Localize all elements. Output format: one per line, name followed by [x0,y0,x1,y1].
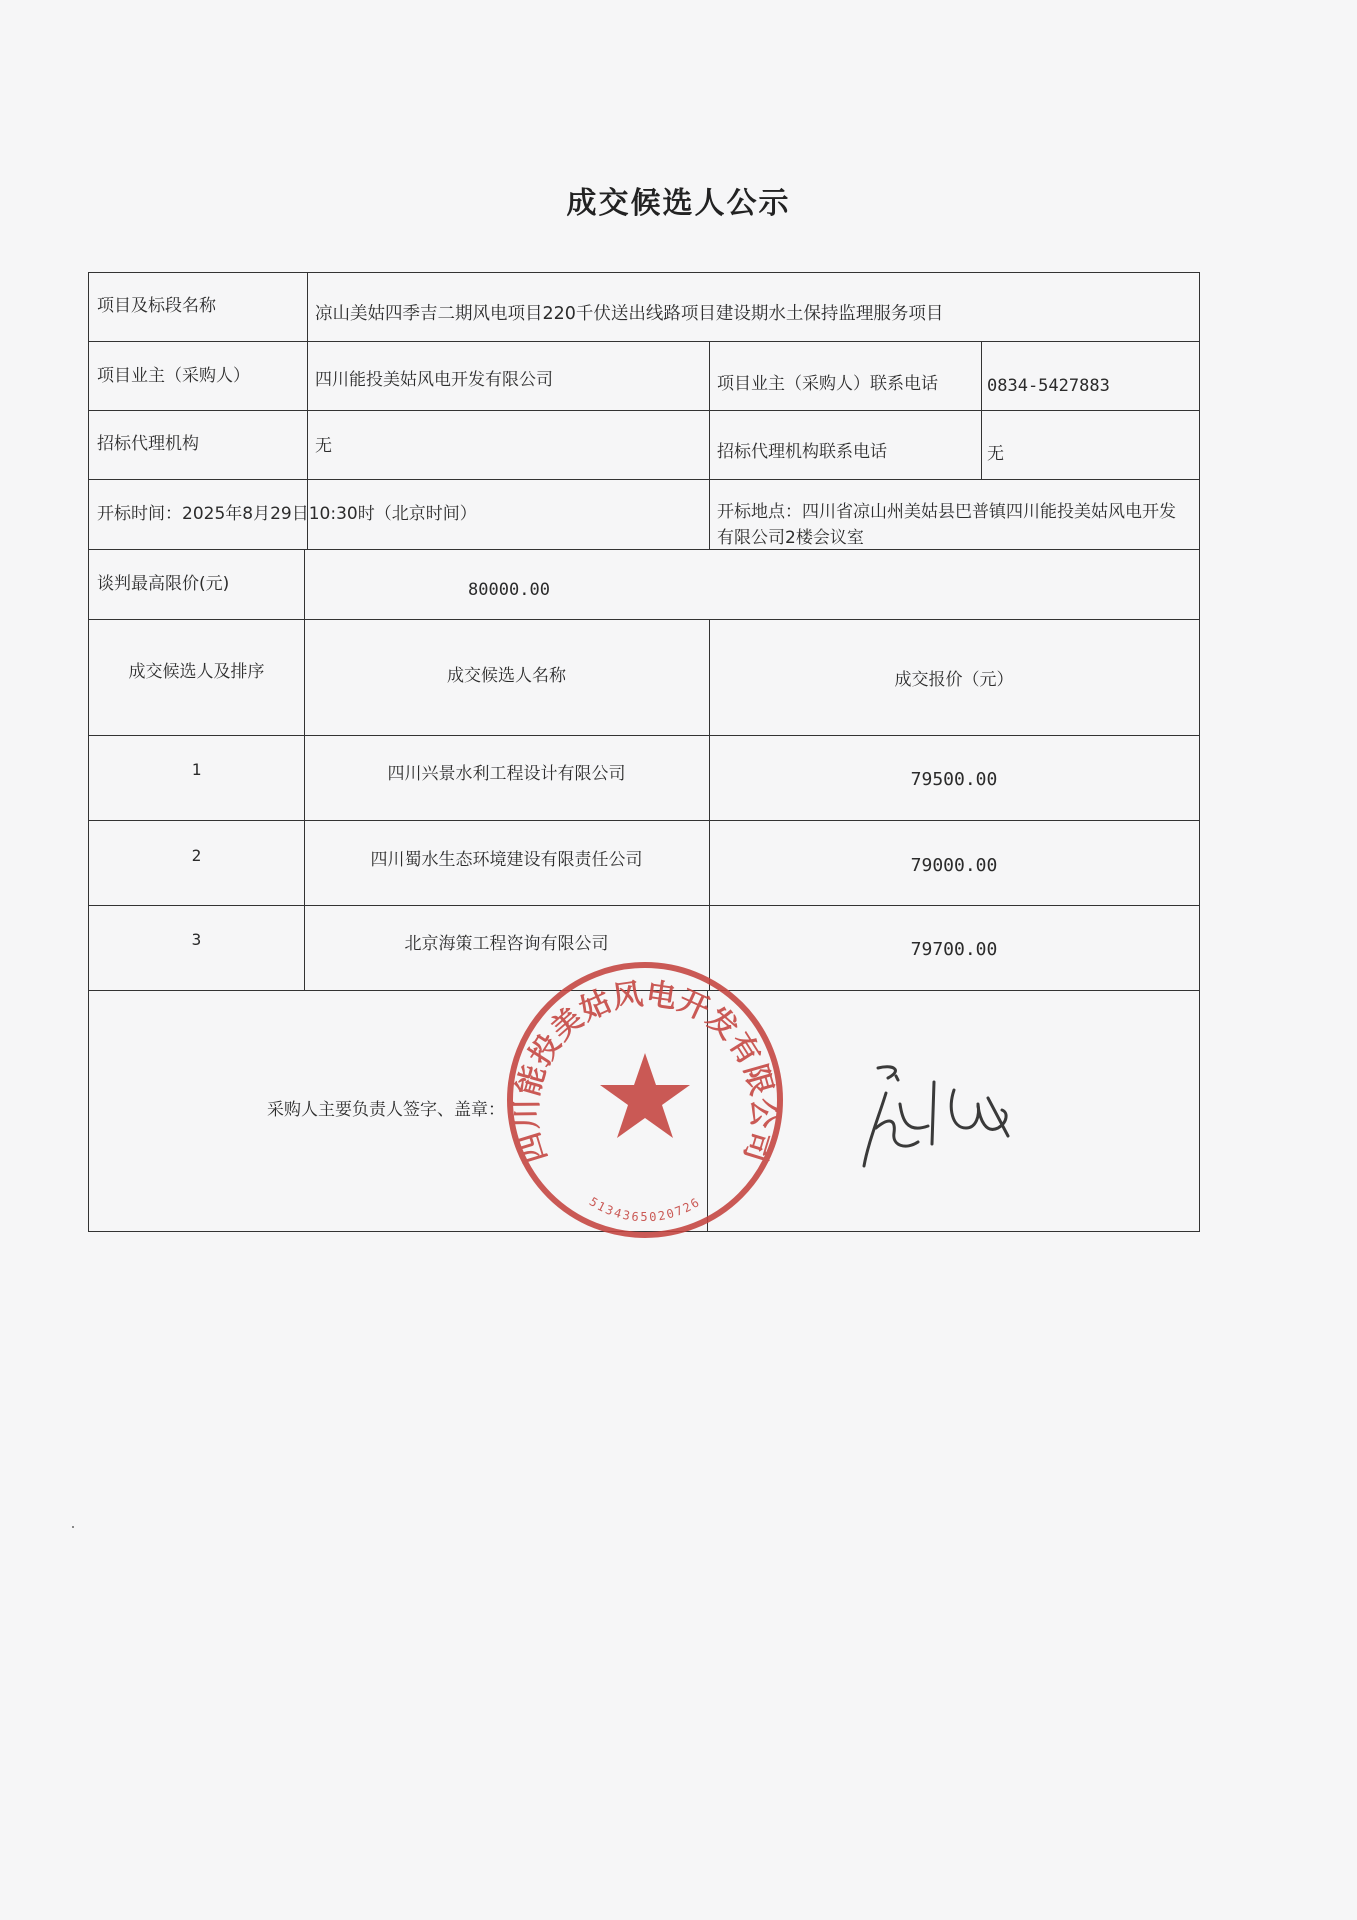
row-1-price: 79500.00 [910,769,998,790]
max-price-value: 80000.00 [468,580,550,600]
project-name-label: 项目及标段名称 [97,296,216,316]
max-price-label: 谈判最高限价(元) [97,574,230,594]
scan-speck [72,1526,74,1528]
row-1-rank: 1 [191,760,202,779]
header-rank: 成交候选人及排序 [128,662,265,682]
owner-value: 四川能投美姑风电开发有限公司 [315,370,553,390]
row-3-name: 北京海策工程咨询有限公司 [404,934,609,954]
project-name-value: 凉山美姑四季吉二期风电项目220千伏送出线路项目建设期水土保持监理服务项目 [315,304,944,324]
svg-text:5134365020726 [587,1194,703,1224]
seal-code: 5134365020726 [586,1194,704,1225]
owner-phone-label: 项目业主（采购人）联系电话 [717,374,938,394]
agency-label: 招标代理机构 [97,434,199,454]
header-price: 成交报价（元） [894,670,1014,690]
handwritten-signature [858,1058,1018,1178]
agency-phone-value: 无 [987,444,1004,464]
signature-label: 采购人主要负责人签字、盖章： [267,1100,505,1120]
owner-phone-value: 0834-5427883 [987,376,1110,396]
row-3-price: 79700.00 [910,939,998,960]
star-icon [600,1053,690,1138]
agency-phone-label: 招标代理机构联系电话 [717,442,887,462]
seal-text: 四川能投美姑风电开发有限公司 [509,976,781,1167]
owner-label: 项目业主（采购人） [97,366,250,386]
row-2-rank: 2 [191,846,202,865]
row-2-price: 79000.00 [910,855,998,876]
header-name: 成交候选人名称 [447,666,566,686]
row-2-name: 四川蜀水生态环境建设有限责任公司 [370,850,643,870]
company-seal [500,955,790,1245]
agency-value: 无 [315,436,332,456]
open-time: 开标时间：2025年8月29日10:30时（北京时间） [97,504,477,524]
page-title: 成交候选人公示 [566,186,791,221]
row-3-rank: 3 [191,930,202,949]
row-1-name: 四川兴景水利工程设计有限公司 [387,764,626,784]
open-place: 开标地点：四川省凉山州美姑县巴普镇四川能投美姑风电开发有限公司2楼会议室 [717,502,1176,548]
